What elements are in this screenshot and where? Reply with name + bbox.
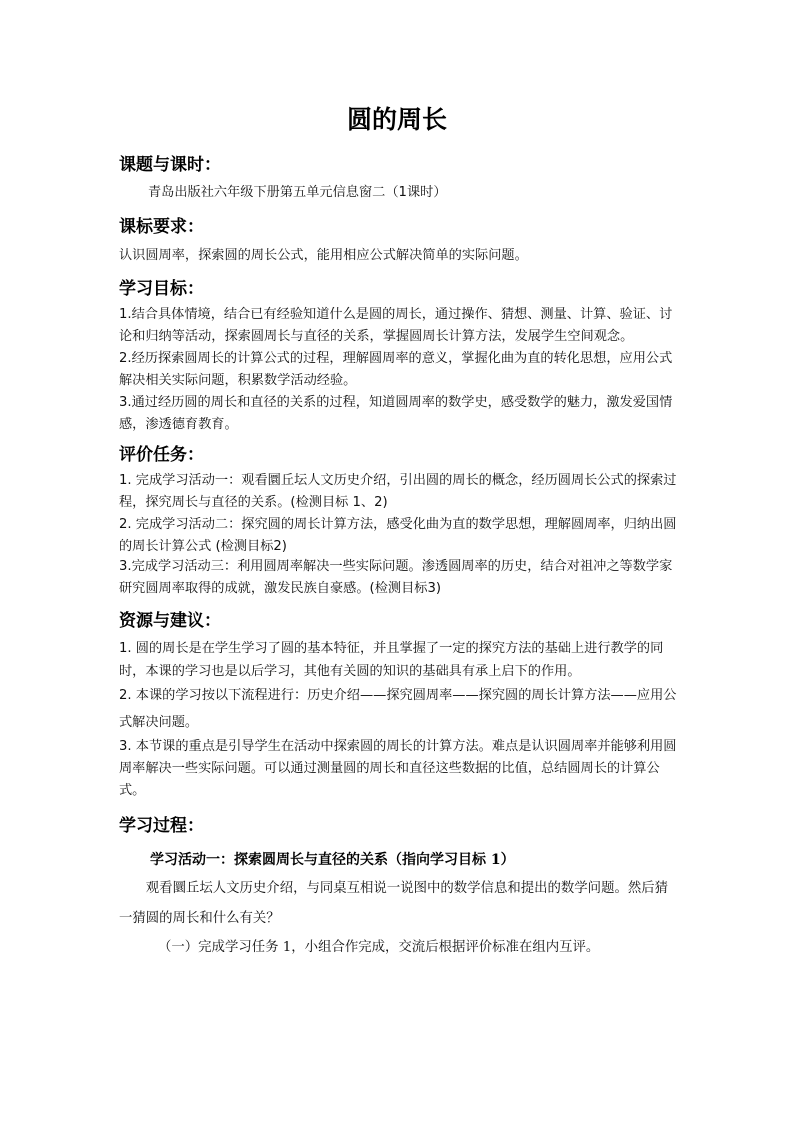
resource-item-1: 1. 圆的周长是在学生学习了圆的基本特征，并且掌握了一定的探究方法的基础上进行教学的同时，本课的学习也是以后学习，其他有关圆的知识的基础具有承上启下的作用。 <box>119 641 664 679</box>
goal-item-1: 1.结合具体情境，结合已有经验知道什么是圆的周长，通过操作、猜想、测量、计算、验证、讨论和归纳等活动，探索圆周长与直径的关系，掌握圆周长计算方法，发展学生空间观念。 <box>119 307 673 344</box>
activity-one-task: （一）完成学习任务 1，小组合作完成，交流后根据评价标准在组内互评。 <box>158 940 600 955</box>
evaluation-item-1: 1. 完成学习活动一：观看圜丘坛人文历史介绍，引出圆的周长的概念，经历圆周长公式的探索过程，探究周长与直径的关系。(检测目标 1、2) <box>119 473 677 510</box>
evaluation-item-3: 3.完成学习活动三：利用圆周率解决一些实际问题。渗透圆周率的历史，结合对祖冲之等数学家研究圆周率取得的成就，激发民族自豪感。(检测目标3) <box>119 559 673 596</box>
process-heading: 学习过程： <box>119 816 204 836</box>
standard-text: 认识圆周率，探索圆的周长公式，能用相应公式解决简单的实际问题。 <box>119 248 528 263</box>
resource-item-3: 3. 本节课的重点是引导学生在活动中探索圆的周长的计算方法。难点是认识圆周率并能够利用圆周率解决一些实际问题。可以通过测量圆的周长和直径这些数据的比值，总结圆周长的计算公式。 <box>119 739 677 798</box>
activity-one-paragraph: 观看圜丘坛人文历史介绍，与同桌互相说一说图中的数学信息和提出的数学问题。然后猜一猜圆的周长和什么有关？ <box>119 881 669 926</box>
evaluation-item-2: 2. 完成学习活动二：探究圆的周长计算方法，感受化曲为直的数学思想，理解圆周率，归纳出圆的周长计算公式 (检测目标2) <box>119 517 677 554</box>
standard-heading: 课标要求： <box>119 217 204 237</box>
resource-item-2: 2. 本课的学习按以下流程进行：历史介绍——探究圆周率——探究圆的周长计算方法——应用公式解决问题。 <box>119 688 677 730</box>
resources-heading: 资源与建议： <box>119 611 221 631</box>
document-title: 圆的周长 <box>346 105 447 134</box>
activity-one-title: 学习活动一：探索圆周长与直径的关系（指向学习目标 1） <box>150 852 515 868</box>
topic-heading: 课题与课时： <box>119 155 221 175</box>
goals-heading: 学习目标： <box>119 279 204 299</box>
goal-item-2: 2.经历探索圆周长的计算公式的过程，理解圆周率的意义，掌握化曲为直的转化思想，应用公式解决相关实际问题，积累数学活动经验。 <box>119 351 673 388</box>
evaluation-heading: 评价任务： <box>119 445 204 465</box>
topic-text: 青岛出版社六年级下册第五单元信息窗二（1课时） <box>148 185 447 200</box>
goal-item-3: 3.通过经历圆的周长和直径的关系的过程，知道圆周率的数学史，感受数学的魅力，激发爱国情感，渗透德育教育。 <box>119 395 673 432</box>
